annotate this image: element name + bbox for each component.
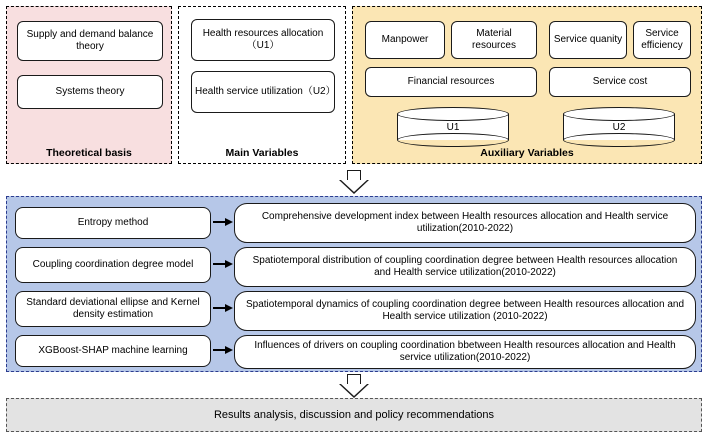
down-arrow-icon-bottom [339,374,369,398]
auxiliary-variables-panel [352,6,702,164]
result-box-xgboost-shap-label: Influences of drivers on coupling coordination bbetween Health resources allocation and Health service utilization(2010-2022) [254,339,676,363]
cylinder-u2-label: U2 [612,121,626,133]
result-box-sde-kde [234,291,696,331]
auxiliary-box-service-quanity-label: Service quanity [553,34,623,45]
method-box-entropy-label: Entropy method [77,216,149,228]
arrow-icon-row-4 [213,346,233,355]
auxiliary-box-service-efficiency [633,21,691,59]
theory-box-supply-demand [17,21,163,61]
arrow-head [225,346,233,354]
cylinder-u2 [563,107,675,147]
arrow-icon-row-3 [213,304,233,313]
arrow-head [225,218,233,226]
theoretical-basis-title: Theoretical basis [46,147,132,159]
result-box-sde-kde-label: Spatiotemporal dynamics of coupling coordination degree between Health resources allocation and Health service utilization (2010-2022) [245,298,685,322]
auxiliary-variables-title: Auxiliary Variables [480,147,574,159]
method-box-xgboost-shap-label: XGBoost-SHAP machine learning [38,344,188,356]
arrow-icon-row-2 [213,260,233,269]
down-arrow-icon-top [339,170,369,194]
method-box-xgboost-shap [15,335,211,367]
results-panel-label: Results analysis, discussion and policy recommendations [213,409,495,421]
result-box-xgboost-shap [234,335,696,369]
result-box-entropy [234,203,696,243]
down-arrow-head-inner [341,180,367,192]
auxiliary-box-manpower [365,21,445,59]
auxiliary-box-service-cost [549,67,691,97]
theory-box-systems-label: Systems theory [55,86,125,97]
theory-box-supply-demand-label: Supply and demand balance theory [26,29,154,52]
auxiliary-box-service-quanity [549,21,627,59]
auxiliary-box-service-efficiency-label: Service efficiency [641,28,683,51]
arrow-head [225,304,233,312]
auxiliary-box-service-cost-label: Service cost [592,76,648,87]
arrow-icon-row-1 [213,218,233,227]
results-panel [6,398,702,432]
auxiliary-box-financial-resources [365,67,537,97]
method-box-entropy [15,207,211,239]
main-variable-box-u2-label: Health service utilization（U2） [195,86,336,97]
methods-panel [6,196,702,372]
main-variable-box-u1 [191,19,335,61]
auxiliary-box-material-resources-label: Material resources [472,28,516,51]
method-box-coupling [15,247,211,283]
result-box-coupling-label: Spatiotemporal distribution of coupling coordination degree between Health resources allocation and Health service utilization(2010-2022) [252,254,678,278]
theory-box-systems [17,75,163,109]
main-variable-box-u2 [191,71,335,113]
auxiliary-box-financial-resources-label: Financial resources [407,76,495,87]
cylinder-u1-label: U1 [446,121,460,133]
result-box-entropy-label: Comprehensive development index between Health resources allocation and Health service utilization(2010-2022) [261,210,669,234]
auxiliary-box-manpower-label: Manpower [381,34,429,45]
main-variables-title: Main Variables [225,147,299,159]
theoretical-basis-panel [6,6,172,164]
main-variables-panel [178,6,346,164]
cylinder-u1 [397,107,509,147]
arrow-head [225,260,233,268]
down-arrow-head-inner [341,384,367,396]
main-variable-box-u1-label: Health resources allocation（U1） [202,28,324,51]
result-box-coupling [234,247,696,287]
method-box-coupling-label: Coupling coordination degree model [32,258,194,270]
method-box-sde-kde [15,291,211,327]
method-box-sde-kde-label: Standard deviational ellipse and Kernel density estimation [26,296,200,320]
auxiliary-box-material-resources [451,21,537,59]
